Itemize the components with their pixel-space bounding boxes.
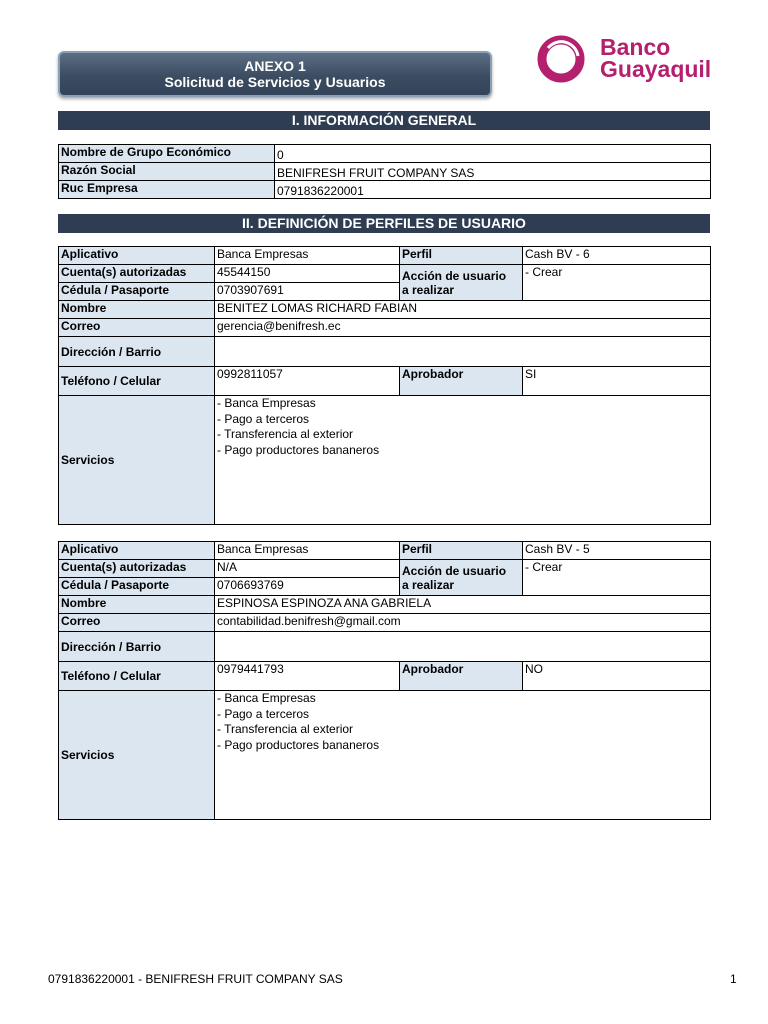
footer-company: 0791836220001 - BENIFRESH FRUIT COMPANY SAS — [48, 972, 343, 986]
nombre-label: Nombre — [59, 301, 215, 319]
aprobador-label: Aprobador — [400, 367, 523, 396]
user-profile-table-2 — [58, 541, 711, 820]
razon-social-value: BENIFRESH FRUIT COMPANY SAS — [275, 163, 711, 181]
page-number: 1 — [730, 972, 737, 986]
direccion-value — [215, 337, 711, 367]
section-general-info-title: I. INFORMACIÓN GENERAL — [58, 111, 710, 130]
cuentas-label: Cuenta(s) autorizadas — [59, 560, 215, 578]
telefono-label: Teléfono / Celular — [59, 662, 215, 691]
aprobador-value: SI — [523, 367, 711, 396]
service-item: - Transferencia al exterior — [217, 427, 354, 441]
accion-label — [400, 560, 523, 596]
telefono-label: Teléfono / Celular — [59, 367, 215, 396]
accion-label-line1: Acción de usuario — [402, 563, 507, 578]
cedula-label: Cédula / Pasaporte — [59, 283, 215, 301]
perfil-value: Cash BV - 5 — [523, 542, 711, 560]
logo-line1: Banco — [600, 34, 671, 60]
correo-label: Correo — [59, 614, 215, 632]
accion-label-line2: a realizar — [402, 282, 455, 297]
logo-line2: Guayaquil — [600, 56, 712, 82]
correo-value: gerencia@benifresh.ec — [215, 319, 711, 337]
servicios-list — [215, 691, 711, 820]
group-value: 0 — [275, 145, 711, 163]
correo-label: Correo — [59, 319, 215, 337]
aplicativo-label: Aplicativo — [59, 542, 215, 560]
aprobador-label: Aprobador — [400, 662, 523, 691]
perfil-label: Perfil — [400, 542, 523, 560]
cedula-value: 0706693769 — [215, 578, 400, 596]
user-profile-table-1 — [58, 246, 711, 525]
section-user-profiles-title: II. DEFINICIÓN DE PERFILES DE USUARIO — [58, 214, 710, 233]
servicios-label: Servicios — [59, 691, 215, 820]
bank-logo-wordmark — [600, 36, 711, 80]
service-item: - Pago a terceros — [217, 706, 310, 721]
aplicativo-value: Banca Empresas — [215, 247, 400, 265]
accion-value: - Crear — [523, 560, 711, 596]
group-label: Nombre de Grupo Económico — [59, 145, 275, 163]
perfil-label: Perfil — [400, 247, 523, 265]
annex-title: ANEXO 1 — [244, 58, 306, 74]
service-item: - Banca Empresas — [217, 396, 316, 410]
perfil-value: Cash BV - 6 — [523, 247, 711, 265]
annex-subtitle: Solicitud de Servicios y Usuarios — [164, 74, 386, 90]
direccion-value — [215, 632, 711, 662]
accion-label-line1: Acción de usuario — [402, 268, 507, 283]
servicios-list — [215, 396, 711, 525]
cuentas-label: Cuenta(s) autorizadas — [59, 265, 215, 283]
service-item: - Pago productores bananeros — [217, 737, 380, 752]
cedula-label: Cédula / Pasaporte — [59, 578, 215, 596]
cuentas-value: 45544150 — [215, 265, 400, 283]
nombre-value: ESPINOSA ESPINOZA ANA GABRIELA — [215, 596, 711, 614]
ruc-value: 0791836220001 — [275, 181, 711, 199]
aplicativo-label: Aplicativo — [59, 247, 215, 265]
general-info-table — [58, 144, 711, 199]
cuentas-value: N/A — [215, 560, 400, 578]
direccion-label: Dirección / Barrio — [59, 632, 215, 662]
aprobador-value: NO — [523, 662, 711, 691]
service-item: - Pago a terceros — [217, 411, 310, 426]
form-header-banner — [58, 51, 492, 97]
cedula-value: 0703907691 — [215, 283, 400, 301]
razon-social-label: Razón Social — [59, 163, 275, 181]
service-item: - Pago productores bananeros — [217, 442, 380, 457]
ruc-label: Ruc Empresa — [59, 181, 275, 199]
servicios-label: Servicios — [59, 396, 215, 525]
accion-label — [400, 265, 523, 301]
nombre-value: BENITEZ LOMAS RICHARD FABIAN — [215, 301, 711, 319]
nombre-label: Nombre — [59, 596, 215, 614]
service-item: - Transferencia al exterior — [217, 722, 354, 736]
correo-value: contabilidad.benifresh@gmail.com — [215, 614, 711, 632]
direccion-label: Dirección / Barrio — [59, 337, 215, 367]
accion-value: - Crear — [523, 265, 711, 301]
accion-label-line2: a realizar — [402, 577, 455, 592]
telefono-value: 0992811057 — [215, 367, 400, 396]
telefono-value: 0979441793 — [215, 662, 400, 691]
aplicativo-value: Banca Empresas — [215, 542, 400, 560]
service-item: - Banca Empresas — [217, 691, 316, 705]
